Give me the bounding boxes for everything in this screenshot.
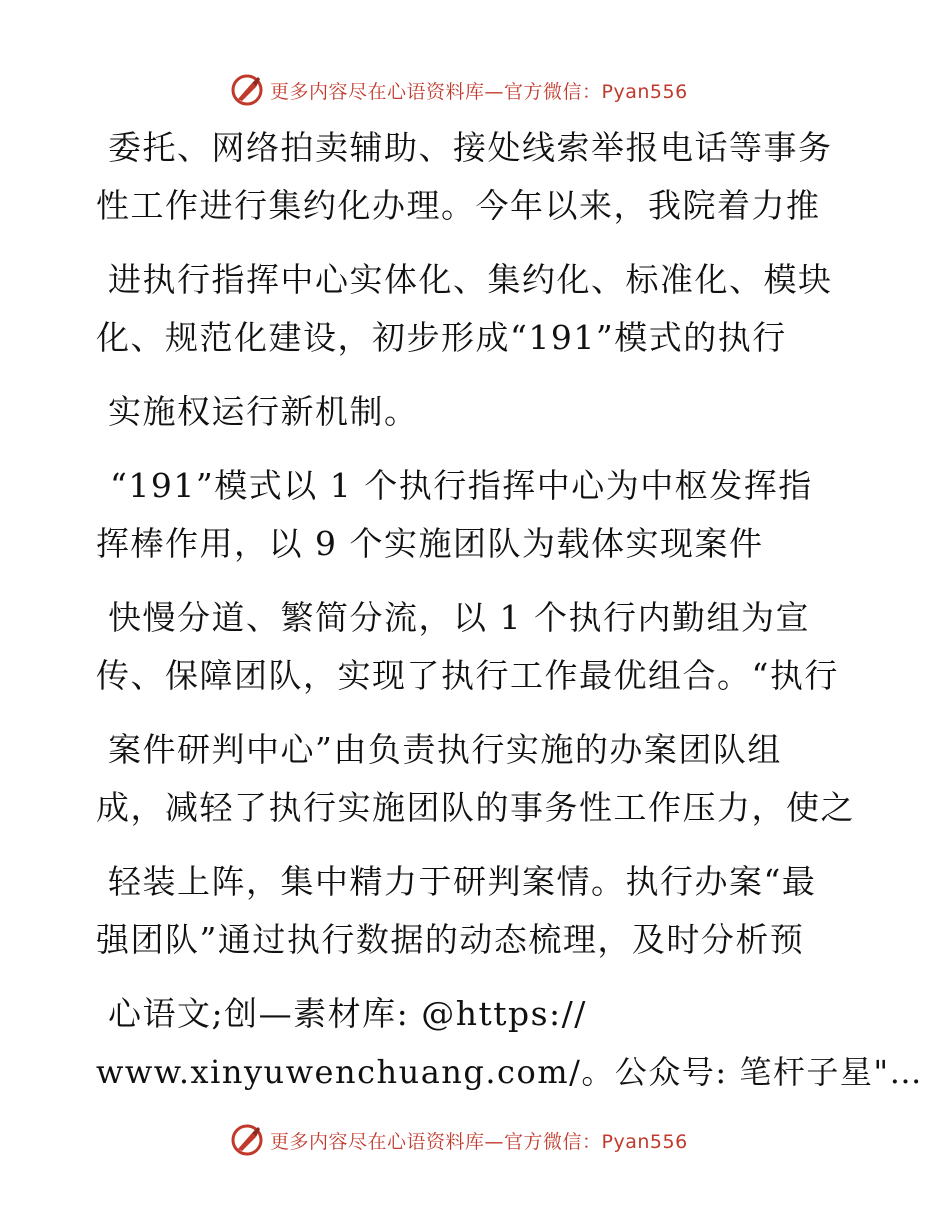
text-line: 进执行指挥中心实体化、集约化、标准化、模块 bbox=[108, 260, 833, 299]
pen-logo-icon bbox=[230, 73, 264, 107]
footer-banner bbox=[230, 1120, 730, 1160]
text-line: 性工作进行集约化办理。今年以来，我院着力推 bbox=[96, 186, 821, 225]
text-line: www.xinyuwenchuang.com/。公众号: 笔杆子星"… bbox=[96, 1053, 924, 1091]
text-line: 实施权运行新机制。 bbox=[108, 392, 419, 431]
header-banner-text: 更多内容尽在心语资料库—官方微信：Pyan556 bbox=[270, 80, 688, 103]
text-line: 轻装上阵，集中精力于研判案情。执行办案“最 bbox=[108, 862, 817, 901]
text-line: 化、规范化建设，初步形成“191”模式的执行 bbox=[96, 318, 787, 357]
text-line: 心语文;创—素材库: @https:// bbox=[108, 994, 587, 1033]
text-line: 成，减轻了执行实施团队的事务性工作压力，使之 bbox=[96, 788, 855, 827]
text-line: “191”模式以 1 个执行指挥中心为中枢发挥指 bbox=[110, 466, 813, 505]
text-line: 传、保障团队，实现了执行工作最优组合。“执行 bbox=[96, 656, 839, 695]
text-line: 强团队”通过执行数据的动态梳理，及时分析预 bbox=[96, 920, 805, 959]
text-line: 委托、网络拍卖辅助、接处线索举报电话等事务 bbox=[108, 128, 833, 167]
pen-logo-icon bbox=[230, 1123, 264, 1157]
text-line: 案件研判中心”由负责执行实施的办案团队组 bbox=[108, 730, 782, 769]
text-line: 快慢分道、繁简分流，以 1 个执行内勤组为宣 bbox=[108, 598, 810, 637]
text-line: 挥棒作用，以 9 个实施团队为载体实现案件 bbox=[96, 524, 764, 563]
footer-banner-text: 更多内容尽在心语资料库—官方微信：Pyan556 bbox=[270, 1130, 688, 1153]
header-banner bbox=[230, 70, 730, 110]
